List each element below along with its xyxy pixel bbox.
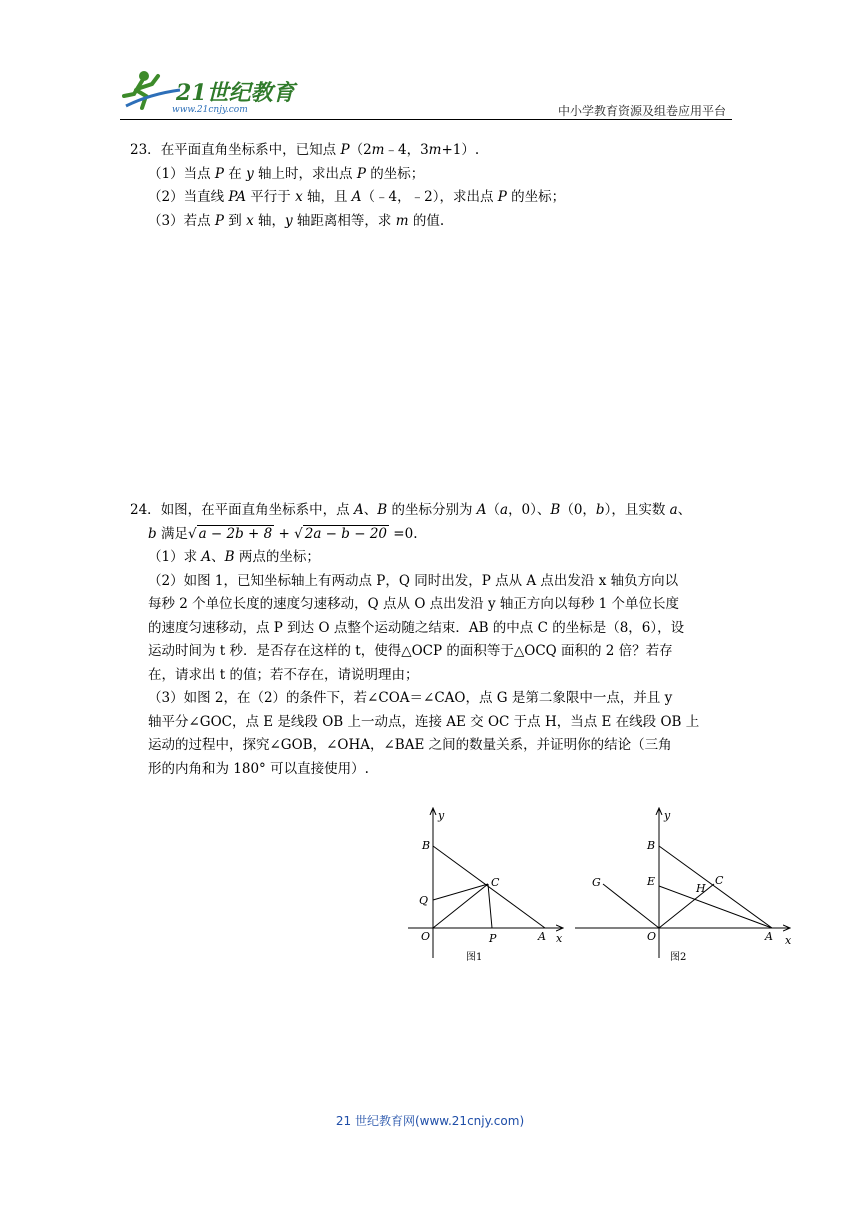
fig1-caption: 图1 [466, 952, 483, 963]
fig2-label-b: B [647, 839, 656, 852]
fig1-labels [419, 809, 563, 945]
fig1-segment-oc [433, 884, 488, 928]
q24-part2-line2: 每秒 2 个单位长度的速度匀速移动，Q 点从 O 点出发沿 y 轴正方向以每秒 1 个单位长度 [148, 596, 680, 612]
radical-2: √ 2a − b − 20 [294, 525, 387, 542]
fig2-label-o: O [647, 930, 657, 943]
fig2-label-e: E [647, 875, 656, 888]
fig2-segment-go [603, 884, 659, 928]
fig1-segment-ab [433, 846, 545, 928]
q24-part2-line3: 的速度匀速移动，点 P 到达 O 点整个运动随之结束．AB 的中点 C 的坐标是（8，6），设 [148, 619, 685, 636]
fig2-labels [592, 809, 792, 947]
fig1-label-y: y [438, 809, 445, 822]
q24-part2-line1: （2）如图 1，已知坐标轴上有两动点 P，Q 同时出发，P 点从 A 点出发沿 x 轴负方向以 [148, 572, 679, 589]
fig1-label-x: x [556, 932, 563, 945]
fig2-label-c: C [715, 874, 724, 887]
fig2-segment-ab [659, 846, 772, 928]
fig2-label-h: H [696, 882, 706, 895]
q24-part3-line3: 运动的过程中，探究∠GOB，∠OHA，∠BAE 之间的数量关系，并证明你的结论（三角 [148, 737, 672, 753]
fig2-caption: 图2 [670, 952, 687, 963]
fig2-label-y: y [664, 809, 671, 822]
q24-part2-line5: 在，请求出 t 的值；若不存在，请说明理由； [148, 666, 419, 683]
logo-text: 21世纪教育 [176, 80, 295, 106]
radical-1: √ a − 2b + 8 [187, 525, 273, 542]
fig2-segment-oc [659, 884, 714, 928]
q24-part1: （1）求 A、B 两点的坐标； [148, 549, 320, 565]
q24-part2-line4: 运动时间为 t 秒．是否存在这样的 t，使得△OCP 的面积等于△OCQ 面积的 2 倍？若存 [148, 643, 673, 659]
page-footer: 21 世纪教育网(www.21cnjy.com) [335, 1114, 525, 1128]
fig1-label-q: Q [419, 894, 429, 907]
fig2-label-a: A [765, 930, 773, 943]
fig1-label-a: A [538, 930, 546, 943]
q24-part3-line4: 形的内角和为 180° 可以直接使用）. [148, 760, 369, 777]
figure-2 [575, 808, 790, 958]
fig1-label-b: B [422, 839, 431, 852]
fig1-segment-cp [488, 884, 492, 928]
fig1-label-o: O [421, 930, 431, 943]
q24-part3-line1: （3）如图 2，在（2）的条件下，若∠COA＝∠CAO，点 G 是第二象限中一点，并且 y [148, 690, 673, 706]
logo-url: www.21cnjy.com [172, 105, 248, 115]
q23-stem: 23．在平面直角坐标系中，已知点 P（2m﹣4，3m+1）. [130, 142, 480, 158]
fig2-label-x: x [785, 934, 792, 947]
fig1-label-c: C [491, 876, 500, 889]
fig2-segment-ea [659, 886, 772, 928]
q24-stem-line2: b 满足√ a − 2b + 8 + √ 2a − b − 20 =0. [148, 525, 418, 542]
q23-part3: （3）若点 P 到 x 轴，y 轴距离相等，求 m 的值. [148, 212, 445, 229]
fig1-segment-qc [433, 884, 488, 900]
fig1-label-p: P [489, 932, 497, 945]
platform-name: 中小学教育资源及组卷应用平台 [557, 104, 726, 118]
q23-part1: （1）当点 P 在 y 轴上时，求出点 P 的坐标； [148, 165, 425, 182]
q24-stem-line1: 24．如图，在平面直角坐标系中，点 A、B 的坐标分别为 A（a，0）、B（0，b），且实数 a、 [130, 502, 692, 518]
q23-part2: （2）当直线 PA 平行于 x 轴，且 A（﹣4，﹣2），求出点 P 的坐标； [148, 189, 566, 205]
fig2-label-g: G [592, 876, 601, 889]
q24-part3-line2: 轴平分∠GOC，点 E 是线段 OB 上一动点，连接 AE 交 OC 于点 H，当点 E 在线段 OB 上 [148, 713, 700, 730]
